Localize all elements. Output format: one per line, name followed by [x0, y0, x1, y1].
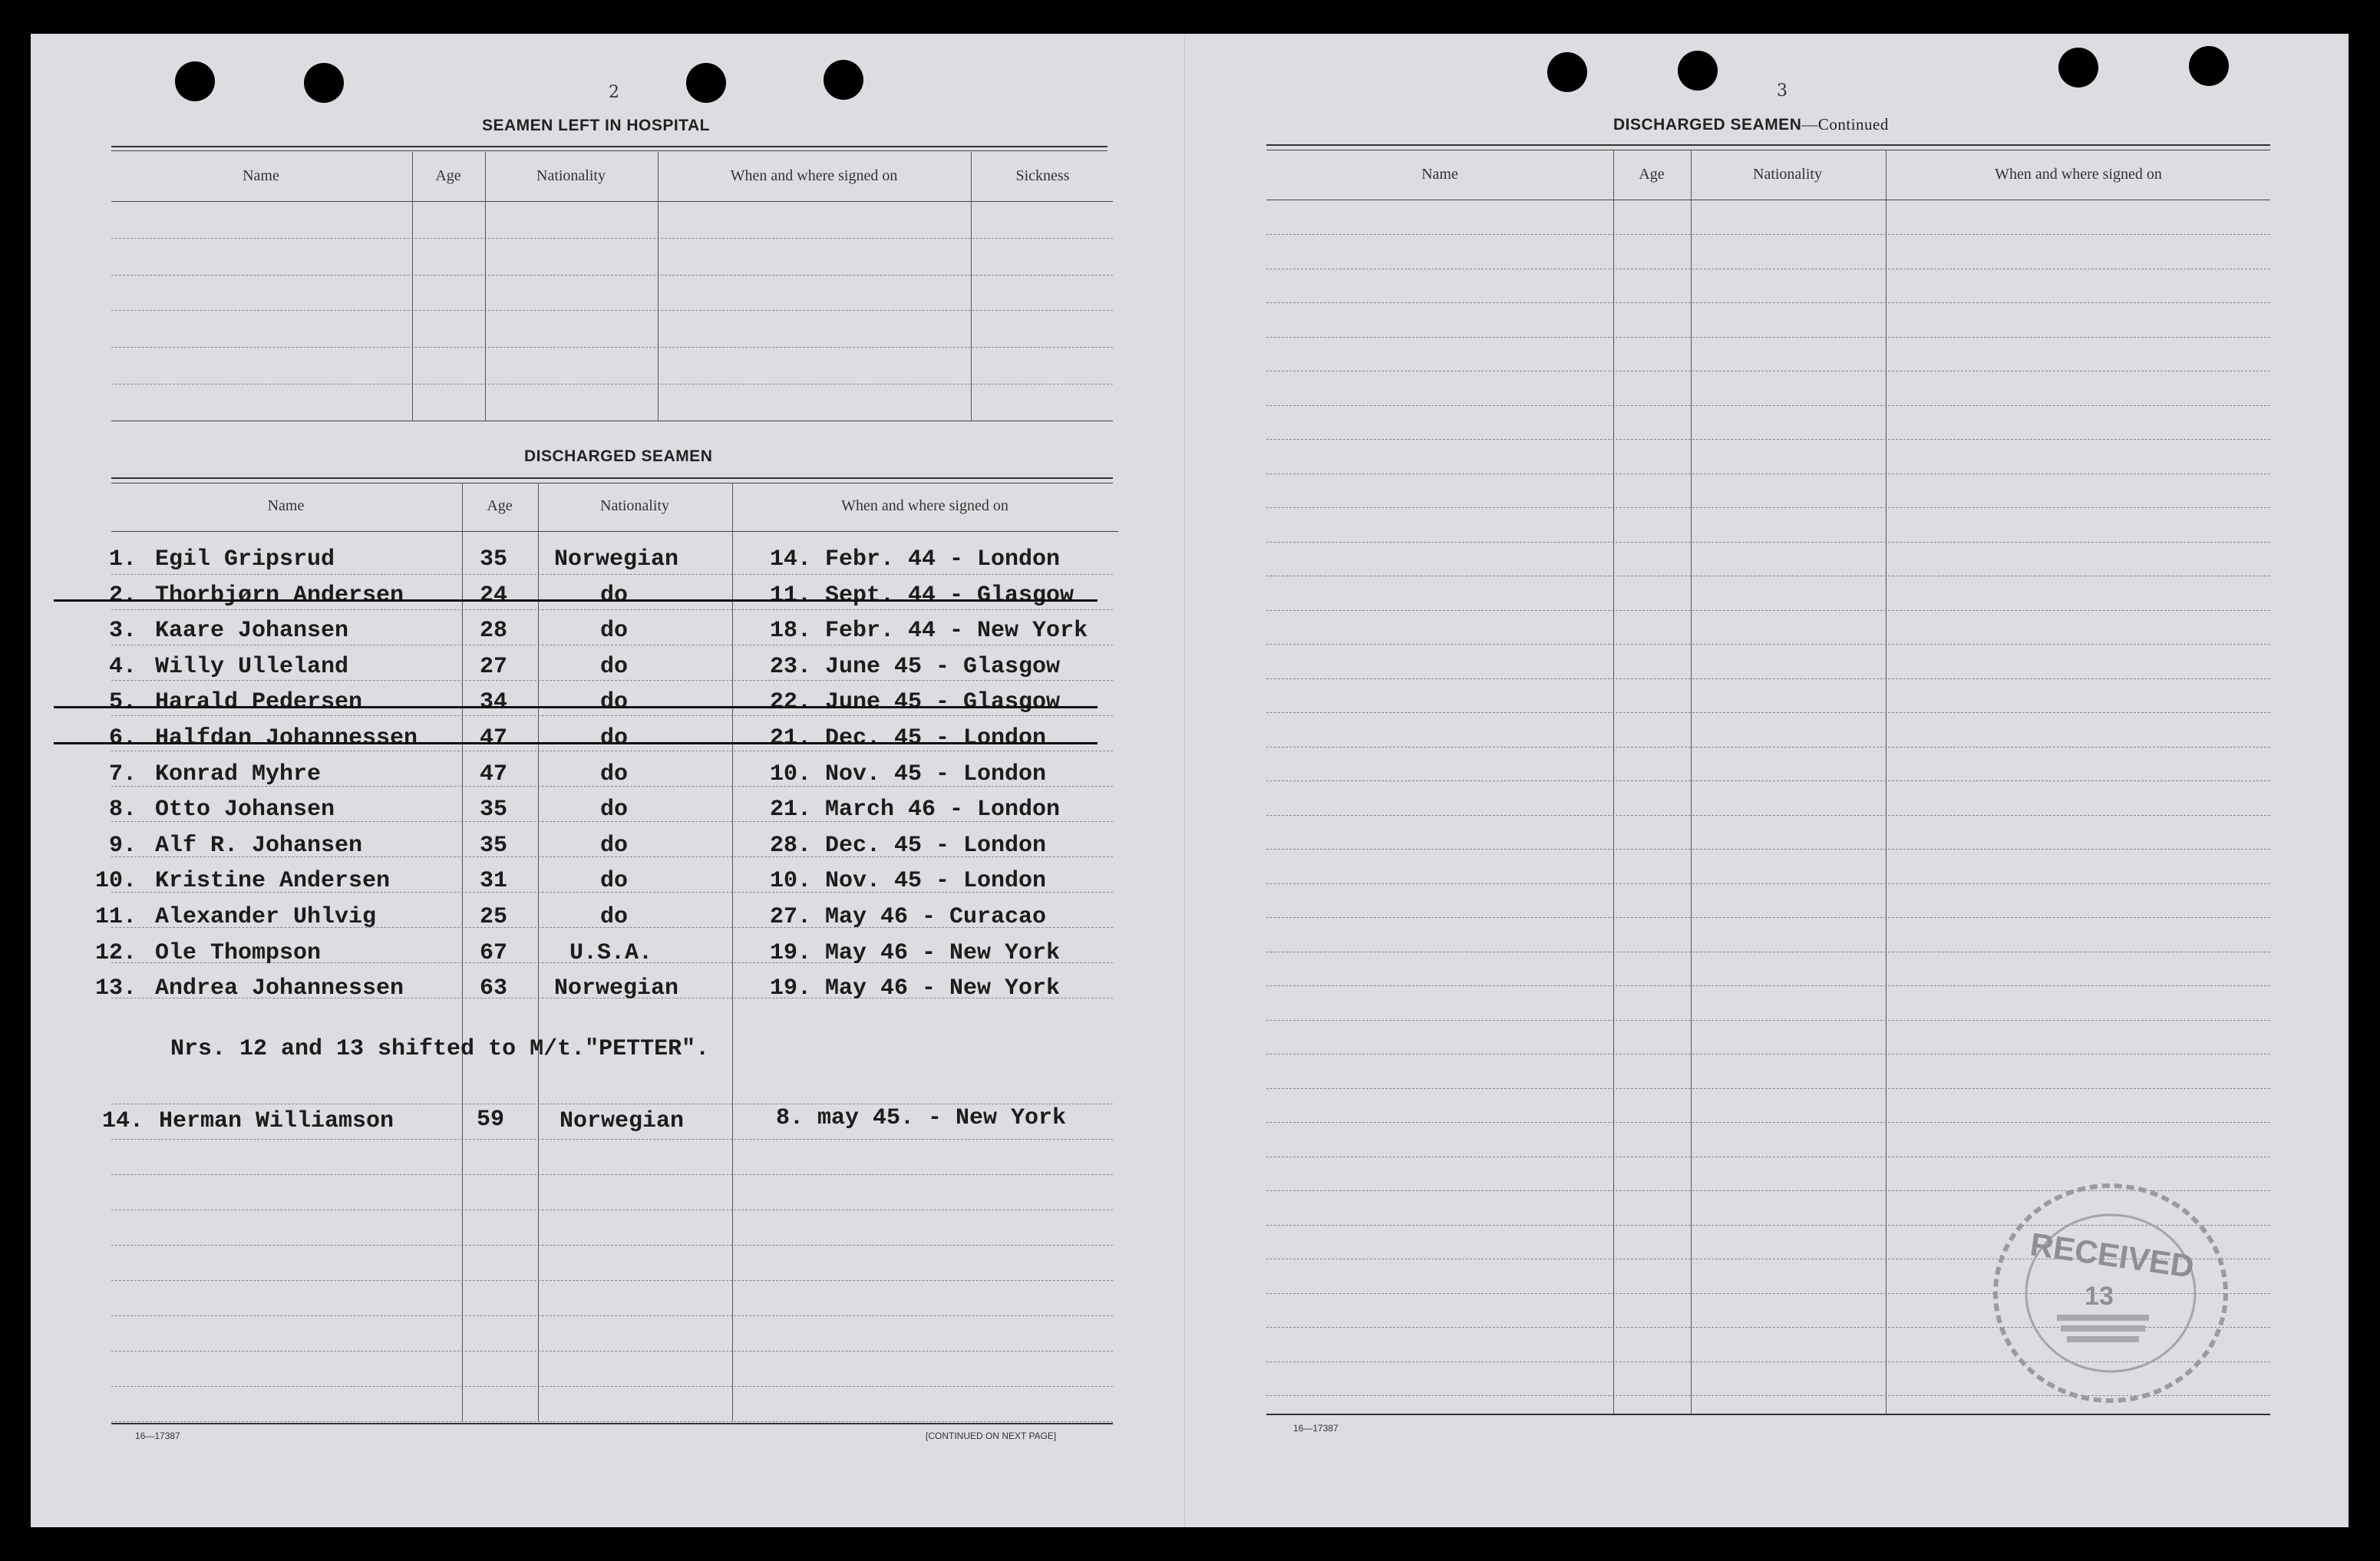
row-line: [1266, 337, 2270, 338]
form-number: 16—17387: [1293, 1423, 1339, 1434]
row-8-age: 35: [480, 797, 508, 823]
punch-hole: [2189, 46, 2229, 86]
row-line: [111, 680, 1113, 681]
row-line: [1266, 815, 2270, 816]
column-divider: [971, 152, 972, 421]
punch-hole: [1547, 52, 1587, 92]
row-11-nationality: do: [600, 904, 629, 930]
hospital-header-age: Age: [435, 167, 461, 184]
row-3-nationality: do: [600, 618, 629, 644]
row-9-signed: 28. Dec. 45 - London: [770, 833, 1047, 859]
row-5-number: 5.: [109, 689, 137, 715]
row-10-number: 10.: [95, 868, 137, 894]
punch-hole: [175, 61, 215, 101]
row-line: [111, 715, 1113, 716]
rule: [111, 531, 1118, 532]
row-line: [111, 1245, 1113, 1246]
discharged-header-signed: When and where signed on: [841, 497, 1008, 514]
row-9-number: 9.: [109, 833, 137, 859]
punch-hole: [824, 60, 863, 100]
row-line: [1266, 985, 2270, 986]
row-7-signed: 10. Nov. 45 - London: [770, 761, 1047, 787]
row-9-name: Alf R. Johansen: [155, 833, 363, 859]
page-fold: [1184, 34, 1185, 1527]
row-13-name: Andrea Johannessen: [155, 975, 404, 1002]
row-4-name: Willy Ulleland: [155, 654, 349, 680]
row-8-nationality: do: [600, 797, 629, 823]
row-line: [1266, 849, 2270, 850]
row-3-signed: 18. Febr. 44 - New York: [770, 618, 1088, 644]
row-13-number: 13.: [95, 975, 137, 1002]
row-3-number: 3.: [109, 618, 137, 644]
row-7-nationality: do: [600, 761, 629, 787]
row-line: [1266, 1020, 2270, 1021]
stamp-label: RECEIVED: [2028, 1226, 2197, 1285]
hospital-header-name: Name: [243, 167, 279, 184]
row-line: [111, 310, 1113, 311]
row-6-signed: 21. Dec. 45 - London: [770, 725, 1047, 751]
continued-header-signed: When and where signed on: [1995, 166, 2162, 183]
row-14-signed: 8. may 45. - New York: [776, 1105, 1067, 1131]
row-10-name: Kristine Andersen: [155, 868, 391, 894]
row-2-nationality: do: [600, 582, 629, 609]
row-7-name: Konrad Myhre: [155, 761, 322, 787]
row-6-nationality: do: [600, 725, 629, 751]
row-2-strikethrough: [54, 599, 1098, 602]
received-stamp: [1984, 1178, 2237, 1408]
row-3-age: 28: [480, 618, 508, 644]
discharged-header-age: Age: [487, 497, 513, 514]
row-12-name: Ole Thompson: [155, 940, 322, 966]
rule: [111, 150, 1107, 151]
row-11-signed: 27. May 46 - Curacao: [770, 904, 1047, 930]
punch-hole: [2058, 48, 2098, 87]
row-13-signed: 19. May 46 - New York: [770, 975, 1061, 1002]
row-line: [1266, 405, 2270, 406]
row-6-strikethrough: [54, 742, 1098, 744]
row-line: [1266, 780, 2270, 781]
row-2-name: Thorbjørn Andersen: [155, 582, 404, 609]
rule: [111, 477, 1113, 479]
row-6-number: 6.: [109, 725, 137, 751]
continued-note: [CONTINUED ON NEXT PAGE]: [926, 1431, 1057, 1441]
row-12-age: 67: [480, 940, 508, 966]
rule: [111, 1423, 1113, 1424]
row-line: [111, 609, 1113, 610]
row-12-nationality: U.S.A.: [569, 940, 653, 966]
row-5-name: Harald Pedersen: [155, 689, 363, 715]
row-line: [1266, 302, 2270, 303]
row-line: [1266, 917, 2270, 918]
discharged-continued-title: [1613, 115, 1889, 134]
row-6-name: Halfdan Johannessen: [155, 725, 418, 751]
row-4-nationality: do: [600, 654, 629, 680]
row-line: [1266, 644, 2270, 645]
row-7-age: 47: [480, 761, 508, 787]
row-line: [1266, 542, 2270, 543]
row-1-nationality: Norwegian: [554, 546, 679, 573]
row-line: [111, 347, 1113, 348]
hospital-header-sickness: Sickness: [1015, 167, 1070, 184]
row-14-name: Herman Williamson: [159, 1108, 394, 1134]
continued-header-nationality: Nationality: [1753, 166, 1822, 183]
punch-hole: [1678, 51, 1718, 91]
punch-hole: [686, 63, 726, 103]
page-number: 2: [609, 83, 619, 102]
row-1-name: Egil Gripsrud: [155, 546, 335, 573]
row-4-signed: 23. June 45 - Glasgow: [770, 654, 1061, 680]
row-line: [1266, 712, 2270, 713]
row-line: [1266, 507, 2270, 508]
row-line: [1266, 234, 2270, 235]
row-line: [1266, 610, 2270, 611]
row-14-number: 14.: [102, 1108, 144, 1134]
row-14-nationality: Norwegian: [560, 1108, 685, 1134]
row-1-number: 1.: [109, 546, 137, 573]
row-6-age: 47: [480, 725, 508, 751]
row-14-age: 59: [477, 1107, 505, 1133]
rule: [1266, 144, 2270, 146]
row-9-age: 35: [480, 833, 508, 859]
column-divider: [412, 152, 413, 421]
row-line: [1266, 439, 2270, 440]
row-10-age: 31: [480, 868, 508, 894]
title-suffix: —Continued: [1801, 115, 1889, 134]
row-5-signed: 22. June 45 - Glasgow: [770, 689, 1061, 715]
row-7-number: 7.: [109, 761, 137, 787]
title-text: DISCHARGED SEAMEN: [1613, 116, 1802, 134]
hospital-section-title: SEAMEN LEFT IN HOSPITAL: [482, 117, 710, 134]
row-12-signed: 19. May 46 - New York: [770, 940, 1061, 966]
row-10-signed: 10. Nov. 45 - London: [770, 868, 1047, 894]
row-8-name: Otto Johansen: [155, 797, 335, 823]
rule: [111, 201, 1113, 202]
row-5-nationality: do: [600, 689, 629, 715]
column-divider: [658, 152, 659, 421]
continued-header-age: Age: [1639, 166, 1665, 183]
hospital-header-nationality: Nationality: [536, 167, 606, 184]
row-line: [1266, 883, 2270, 884]
row-line: [111, 1386, 1113, 1387]
stamp-number: 13: [2085, 1282, 2114, 1311]
discharged-section-title: DISCHARGED SEAMEN: [524, 447, 713, 465]
continued-header-name: Name: [1421, 166, 1458, 183]
row-line: [111, 1174, 1113, 1175]
row-line: [111, 1315, 1113, 1316]
row-11-age: 25: [480, 904, 508, 930]
column-divider: [485, 152, 486, 421]
row-9-nationality: do: [600, 833, 629, 859]
row-3-name: Kaare Johansen: [155, 618, 349, 644]
row-line: [1266, 1122, 2270, 1123]
page-number: 3: [1777, 81, 1787, 101]
row-2-age: 24: [480, 582, 508, 609]
row-line: [111, 238, 1113, 239]
form-number: 16—17387: [135, 1431, 180, 1441]
discharged-header-nationality: Nationality: [600, 497, 669, 514]
row-line: [111, 574, 1113, 575]
row-12-number: 12.: [95, 940, 137, 966]
row-2-signed: 11. Sept. 44 - Glasgow: [770, 582, 1074, 609]
row-5-strikethrough: [54, 706, 1098, 708]
row-2-number: 2.: [109, 582, 137, 609]
row-line: [111, 275, 1113, 276]
row-line: [1266, 678, 2270, 679]
row-1-age: 35: [480, 546, 508, 573]
punch-hole: [304, 63, 344, 103]
hospital-header-signed: When and where signed on: [730, 167, 898, 184]
row-5-age: 34: [480, 689, 508, 715]
row-11-name: Alexander Uhlvig: [155, 904, 377, 930]
row-13-nationality: Norwegian: [554, 975, 679, 1002]
row-8-signed: 21. March 46 - London: [770, 797, 1061, 823]
row-line: [1266, 1088, 2270, 1089]
row-10-nationality: do: [600, 868, 629, 894]
row-line: [111, 1139, 1113, 1140]
row-1-signed: 14. Febr. 44 - London: [770, 546, 1061, 573]
row-11-number: 11.: [95, 904, 137, 930]
rule: [111, 146, 1107, 147]
row-13-age: 63: [480, 975, 508, 1002]
row-4-age: 27: [480, 654, 508, 680]
row-line: [111, 1280, 1113, 1281]
discharged-header-name: Name: [267, 497, 305, 514]
row-line: [111, 1421, 1113, 1422]
row-4-number: 4.: [109, 654, 137, 680]
rule: [1266, 1414, 2270, 1415]
row-8-number: 8.: [109, 797, 137, 823]
transfer-note: Nrs. 12 and 13 shifted to M/t."PETTER".: [170, 1036, 710, 1062]
